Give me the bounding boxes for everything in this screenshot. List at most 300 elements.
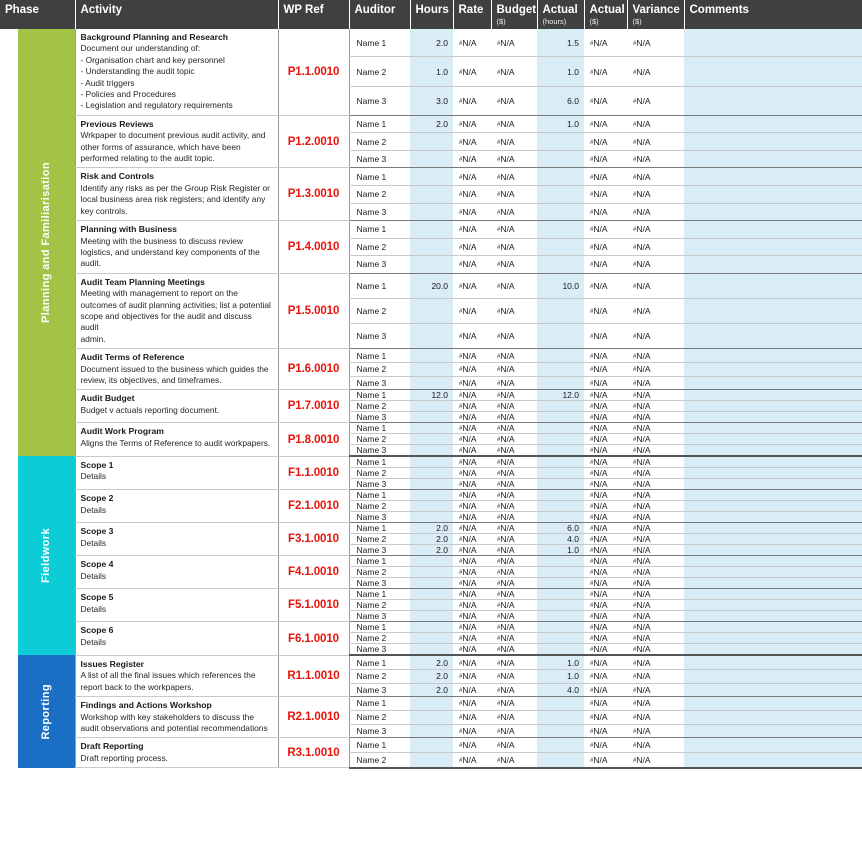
variance-cell[interactable] [627, 501, 684, 512]
actual-dollars-cell[interactable] [584, 655, 627, 669]
actual-dollars-cell[interactable] [584, 468, 627, 479]
variance-cell[interactable] [627, 133, 684, 151]
actual-hours-cell[interactable]: 1.5 [537, 29, 584, 57]
activity-cell[interactable] [75, 273, 278, 348]
hours-cell[interactable] [410, 567, 453, 578]
variance-cell[interactable] [627, 523, 684, 534]
budget-cell[interactable] [491, 644, 537, 656]
comments-cell[interactable] [684, 412, 862, 423]
variance-cell[interactable] [627, 57, 684, 86]
actual-dollars-cell[interactable] [584, 376, 627, 390]
budget-cell[interactable] [491, 412, 537, 423]
hours-cell[interactable] [410, 578, 453, 589]
actual-hours-cell[interactable] [537, 324, 584, 349]
actual-dollars-cell[interactable] [584, 29, 627, 57]
actual-hours-cell[interactable]: 1.0 [537, 655, 584, 669]
auditor-cell[interactable]: Name 2 [349, 600, 410, 611]
actual-dollars-cell[interactable] [584, 186, 627, 204]
actual-hours-cell[interactable] [537, 362, 584, 376]
comments-cell[interactable] [684, 238, 862, 256]
auditor-cell[interactable]: Name 2 [349, 710, 410, 724]
hours-cell[interactable]: 2.0 [410, 29, 453, 57]
auditor-cell[interactable]: Name 1 [349, 655, 410, 669]
variance-cell[interactable] [627, 434, 684, 445]
actual-hours-cell[interactable] [537, 349, 584, 363]
comments-cell[interactable] [684, 644, 862, 656]
activity-cell[interactable] [75, 423, 278, 457]
budget-cell[interactable] [491, 501, 537, 512]
auditor-cell[interactable]: Name 3 [349, 412, 410, 423]
actual-hours-cell[interactable] [537, 479, 584, 490]
variance-cell[interactable] [627, 556, 684, 567]
budget-cell[interactable] [491, 29, 537, 57]
actual-dollars-cell[interactable] [584, 324, 627, 349]
comments-cell[interactable] [684, 683, 862, 697]
actual-dollars-cell[interactable] [584, 600, 627, 611]
variance-cell[interactable] [627, 168, 684, 186]
actual-dollars-cell[interactable] [584, 633, 627, 644]
actual-hours-cell[interactable] [537, 710, 584, 724]
comments-cell[interactable] [684, 523, 862, 534]
comments-cell[interactable] [684, 655, 862, 669]
actual-dollars-cell[interactable] [584, 412, 627, 423]
rate-cell[interactable] [453, 86, 491, 115]
rate-cell[interactable] [453, 376, 491, 390]
comments-cell[interactable] [684, 578, 862, 589]
variance-cell[interactable] [627, 710, 684, 724]
table-row[interactable] [0, 622, 862, 633]
table-row[interactable] [0, 697, 862, 711]
actual-dollars-cell[interactable] [584, 710, 627, 724]
wp-ref-cell[interactable]: F5.1.0010 [278, 589, 349, 622]
actual-dollars-cell[interactable] [584, 752, 627, 767]
auditor-cell[interactable]: Name 3 [349, 445, 410, 457]
auditor-cell[interactable]: Name 2 [349, 670, 410, 684]
budget-cell[interactable] [491, 456, 537, 468]
activity-cell[interactable] [75, 556, 278, 589]
budget-cell[interactable] [491, 697, 537, 711]
rate-cell[interactable] [453, 710, 491, 724]
wp-ref-cell[interactable]: R2.1.0010 [278, 697, 349, 738]
activity-cell[interactable] [75, 738, 278, 768]
budget-cell[interactable] [491, 710, 537, 724]
actual-dollars-cell[interactable] [584, 534, 627, 545]
actual-hours-cell[interactable] [537, 556, 584, 567]
rate-cell[interactable] [453, 238, 491, 256]
hours-cell[interactable] [410, 456, 453, 468]
hours-cell[interactable]: 2.0 [410, 683, 453, 697]
comments-cell[interactable] [684, 724, 862, 738]
wp-ref-cell[interactable]: R3.1.0010 [278, 738, 349, 768]
actual-dollars-cell[interactable] [584, 401, 627, 412]
actual-dollars-cell[interactable] [584, 644, 627, 656]
auditor-cell[interactable]: Name 2 [349, 186, 410, 204]
variance-cell[interactable] [627, 479, 684, 490]
budget-cell[interactable] [491, 523, 537, 534]
auditor-cell[interactable]: Name 1 [349, 168, 410, 186]
actual-hours-cell[interactable] [537, 445, 584, 457]
auditor-cell[interactable]: Name 1 [349, 738, 410, 753]
hours-cell[interactable] [410, 133, 453, 151]
comments-cell[interactable] [684, 168, 862, 186]
actual-dollars-cell[interactable] [584, 523, 627, 534]
column-header-variance[interactable] [627, 0, 684, 29]
rate-cell[interactable] [453, 479, 491, 490]
comments-cell[interactable] [684, 479, 862, 490]
actual-hours-cell[interactable] [537, 600, 584, 611]
budget-cell[interactable] [491, 738, 537, 753]
auditor-cell[interactable]: Name 3 [349, 150, 410, 168]
wp-ref-cell[interactable]: F3.1.0010 [278, 523, 349, 556]
actual-dollars-cell[interactable] [584, 670, 627, 684]
actual-hours-cell[interactable] [537, 752, 584, 767]
wp-ref-cell[interactable]: P1.2.0010 [278, 115, 349, 168]
rate-cell[interactable] [453, 273, 491, 298]
wp-ref-cell[interactable]: P1.1.0010 [278, 29, 349, 115]
table-row[interactable] [0, 221, 862, 239]
auditor-cell[interactable]: Name 2 [349, 752, 410, 767]
comments-cell[interactable] [684, 256, 862, 274]
wp-ref-cell[interactable]: F4.1.0010 [278, 556, 349, 589]
actual-hours-cell[interactable] [537, 697, 584, 711]
variance-cell[interactable] [627, 390, 684, 401]
auditor-cell[interactable]: Name 1 [349, 423, 410, 434]
variance-cell[interactable] [627, 349, 684, 363]
actual-dollars-cell[interactable] [584, 578, 627, 589]
auditor-cell[interactable]: Name 1 [349, 349, 410, 363]
hours-cell[interactable] [410, 186, 453, 204]
hours-cell[interactable] [410, 512, 453, 523]
variance-cell[interactable] [627, 362, 684, 376]
wp-ref-cell[interactable]: P1.6.0010 [278, 349, 349, 390]
comments-cell[interactable] [684, 376, 862, 390]
auditor-cell[interactable]: Name 2 [349, 57, 410, 86]
budget-cell[interactable] [491, 589, 537, 600]
variance-cell[interactable] [627, 445, 684, 457]
phase-cell-fieldwork[interactable] [0, 456, 75, 655]
comments-cell[interactable] [684, 456, 862, 468]
comments-cell[interactable] [684, 324, 862, 349]
wp-ref-cell[interactable]: R1.1.0010 [278, 655, 349, 696]
hours-cell[interactable]: 2.0 [410, 670, 453, 684]
actual-hours-cell[interactable] [537, 150, 584, 168]
table-row[interactable] [0, 523, 862, 534]
budget-cell[interactable] [491, 534, 537, 545]
rate-cell[interactable] [453, 512, 491, 523]
budget-cell[interactable] [491, 168, 537, 186]
actual-hours-cell[interactable]: 6.0 [537, 86, 584, 115]
comments-cell[interactable] [684, 710, 862, 724]
hours-cell[interactable] [410, 479, 453, 490]
rate-cell[interactable] [453, 29, 491, 57]
variance-cell[interactable] [627, 186, 684, 204]
rate-cell[interactable] [453, 445, 491, 457]
rate-cell[interactable] [453, 523, 491, 534]
budget-cell[interactable] [491, 238, 537, 256]
hours-cell[interactable] [410, 434, 453, 445]
hours-cell[interactable]: 2.0 [410, 115, 453, 133]
variance-cell[interactable] [627, 150, 684, 168]
budget-cell[interactable] [491, 479, 537, 490]
activity-cell[interactable] [75, 29, 278, 115]
column-header-auditor[interactable] [349, 0, 410, 29]
wp-ref-cell[interactable]: F2.1.0010 [278, 490, 349, 523]
budget-cell[interactable] [491, 186, 537, 204]
budget-cell[interactable] [491, 512, 537, 523]
budget-cell[interactable] [491, 362, 537, 376]
auditor-cell[interactable]: Name 3 [349, 683, 410, 697]
variance-cell[interactable] [627, 697, 684, 711]
actual-hours-cell[interactable] [537, 376, 584, 390]
auditor-cell[interactable]: Name 3 [349, 86, 410, 115]
activity-cell[interactable] [75, 168, 278, 221]
variance-cell[interactable] [627, 412, 684, 423]
rate-cell[interactable] [453, 298, 491, 323]
actual-dollars-cell[interactable] [584, 115, 627, 133]
comments-cell[interactable] [684, 434, 862, 445]
comments-cell[interactable] [684, 423, 862, 434]
comments-cell[interactable] [684, 203, 862, 221]
hours-cell[interactable] [410, 600, 453, 611]
rate-cell[interactable] [453, 724, 491, 738]
actual-hours-cell[interactable] [537, 203, 584, 221]
variance-cell[interactable] [627, 622, 684, 633]
column-header-hours[interactable] [410, 0, 453, 29]
auditor-cell[interactable]: Name 3 [349, 724, 410, 738]
budget-cell[interactable] [491, 324, 537, 349]
actual-hours-cell[interactable] [537, 622, 584, 633]
hours-cell[interactable] [410, 501, 453, 512]
hours-cell[interactable] [410, 238, 453, 256]
auditor-cell[interactable]: Name 3 [349, 479, 410, 490]
phase-cell-planning-and-familiarisation[interactable] [0, 29, 75, 456]
actual-dollars-cell[interactable] [584, 238, 627, 256]
hours-cell[interactable] [410, 710, 453, 724]
hours-cell[interactable] [410, 324, 453, 349]
actual-hours-cell[interactable] [537, 434, 584, 445]
table-row[interactable] [0, 655, 862, 669]
hours-cell[interactable]: 3.0 [410, 86, 453, 115]
budget-cell[interactable] [491, 203, 537, 221]
rate-cell[interactable] [453, 390, 491, 401]
actual-dollars-cell[interactable] [584, 221, 627, 239]
budget-cell[interactable] [491, 423, 537, 434]
comments-cell[interactable] [684, 622, 862, 633]
budget-cell[interactable] [491, 655, 537, 669]
variance-cell[interactable] [627, 298, 684, 323]
column-header-phase[interactable] [0, 0, 75, 29]
actual-hours-cell[interactable] [537, 567, 584, 578]
actual-dollars-cell[interactable] [584, 203, 627, 221]
hours-cell[interactable] [410, 611, 453, 622]
auditor-cell[interactable]: Name 1 [349, 697, 410, 711]
budget-cell[interactable] [491, 434, 537, 445]
auditor-cell[interactable]: Name 2 [349, 133, 410, 151]
wp-ref-cell[interactable]: P1.3.0010 [278, 168, 349, 221]
actual-dollars-cell[interactable] [584, 168, 627, 186]
budget-cell[interactable] [491, 670, 537, 684]
hours-cell[interactable] [410, 490, 453, 501]
auditor-cell[interactable]: Name 3 [349, 203, 410, 221]
table-row[interactable] [0, 273, 862, 298]
comments-cell[interactable] [684, 600, 862, 611]
actual-hours-cell[interactable]: 1.0 [537, 670, 584, 684]
budget-cell[interactable] [491, 724, 537, 738]
actual-hours-cell[interactable] [537, 238, 584, 256]
comments-cell[interactable] [684, 534, 862, 545]
table-row[interactable] [0, 115, 862, 133]
actual-dollars-cell[interactable] [584, 622, 627, 633]
wp-ref-cell[interactable]: F6.1.0010 [278, 622, 349, 656]
budget-cell[interactable] [491, 298, 537, 323]
auditor-cell[interactable]: Name 3 [349, 578, 410, 589]
hours-cell[interactable] [410, 221, 453, 239]
auditor-cell[interactable]: Name 2 [349, 534, 410, 545]
auditor-cell[interactable]: Name 3 [349, 611, 410, 622]
variance-cell[interactable] [627, 238, 684, 256]
comments-cell[interactable] [684, 512, 862, 523]
variance-cell[interactable] [627, 401, 684, 412]
auditor-cell[interactable]: Name 1 [349, 221, 410, 239]
hours-cell[interactable]: 1.0 [410, 57, 453, 86]
rate-cell[interactable] [453, 738, 491, 753]
rate-cell[interactable] [453, 545, 491, 556]
actual-dollars-cell[interactable] [584, 362, 627, 376]
hours-cell[interactable]: 2.0 [410, 534, 453, 545]
actual-dollars-cell[interactable] [584, 456, 627, 468]
budget-cell[interactable] [491, 600, 537, 611]
actual-dollars-cell[interactable] [584, 697, 627, 711]
table-row[interactable] [0, 738, 862, 753]
wp-ref-cell[interactable]: P1.7.0010 [278, 390, 349, 423]
rate-cell[interactable] [453, 589, 491, 600]
hours-cell[interactable]: 20.0 [410, 273, 453, 298]
comments-cell[interactable] [684, 633, 862, 644]
activity-cell[interactable] [75, 523, 278, 556]
actual-hours-cell[interactable] [537, 512, 584, 523]
variance-cell[interactable] [627, 115, 684, 133]
variance-cell[interactable] [627, 633, 684, 644]
table-row[interactable] [0, 390, 862, 401]
auditor-cell[interactable]: Name 2 [349, 401, 410, 412]
rate-cell[interactable] [453, 697, 491, 711]
actual-dollars-cell[interactable] [584, 298, 627, 323]
rate-cell[interactable] [453, 456, 491, 468]
budget-cell[interactable] [491, 115, 537, 133]
actual-hours-cell[interactable]: 4.0 [537, 683, 584, 697]
column-header-activity[interactable] [75, 0, 278, 29]
comments-cell[interactable] [684, 567, 862, 578]
comments-cell[interactable] [684, 86, 862, 115]
auditor-cell[interactable]: Name 1 [349, 115, 410, 133]
auditor-cell[interactable]: Name 1 [349, 456, 410, 468]
actual-hours-cell[interactable] [537, 633, 584, 644]
actual-dollars-cell[interactable] [584, 490, 627, 501]
variance-cell[interactable] [627, 86, 684, 115]
actual-dollars-cell[interactable] [584, 501, 627, 512]
hours-cell[interactable] [410, 150, 453, 168]
budget-cell[interactable] [491, 545, 537, 556]
comments-cell[interactable] [684, 57, 862, 86]
activity-cell[interactable] [75, 390, 278, 423]
variance-cell[interactable] [627, 273, 684, 298]
actual-hours-cell[interactable] [537, 468, 584, 479]
rate-cell[interactable] [453, 349, 491, 363]
actual-dollars-cell[interactable] [584, 479, 627, 490]
actual-dollars-cell[interactable] [584, 545, 627, 556]
actual-dollars-cell[interactable] [584, 512, 627, 523]
wp-ref-cell[interactable]: F1.1.0010 [278, 456, 349, 490]
phase-cell-reporting[interactable] [0, 655, 75, 767]
auditor-cell[interactable]: Name 1 [349, 390, 410, 401]
hours-cell[interactable] [410, 349, 453, 363]
activity-cell[interactable] [75, 456, 278, 490]
hours-cell[interactable]: 12.0 [410, 390, 453, 401]
comments-cell[interactable] [684, 221, 862, 239]
actual-dollars-cell[interactable] [584, 256, 627, 274]
comments-cell[interactable] [684, 133, 862, 151]
comments-cell[interactable] [684, 401, 862, 412]
rate-cell[interactable] [453, 115, 491, 133]
hours-cell[interactable] [410, 556, 453, 567]
budget-cell[interactable] [491, 567, 537, 578]
hours-cell[interactable] [410, 401, 453, 412]
hours-cell[interactable] [410, 738, 453, 753]
variance-cell[interactable] [627, 724, 684, 738]
rate-cell[interactable] [453, 401, 491, 412]
budget-cell[interactable] [491, 150, 537, 168]
actual-dollars-cell[interactable] [584, 724, 627, 738]
actual-dollars-cell[interactable] [584, 349, 627, 363]
auditor-cell[interactable]: Name 2 [349, 434, 410, 445]
variance-cell[interactable] [627, 534, 684, 545]
actual-dollars-cell[interactable] [584, 567, 627, 578]
variance-cell[interactable] [627, 376, 684, 390]
actual-hours-cell[interactable]: 1.0 [537, 115, 584, 133]
variance-cell[interactable] [627, 752, 684, 767]
hours-cell[interactable]: 2.0 [410, 545, 453, 556]
auditor-cell[interactable]: Name 3 [349, 512, 410, 523]
actual-dollars-cell[interactable] [584, 423, 627, 434]
budget-cell[interactable] [491, 376, 537, 390]
comments-cell[interactable] [684, 186, 862, 204]
budget-cell[interactable] [491, 633, 537, 644]
actual-hours-cell[interactable] [537, 578, 584, 589]
rate-cell[interactable] [453, 57, 491, 86]
actual-dollars-cell[interactable] [584, 589, 627, 600]
table-row[interactable] [0, 490, 862, 501]
activity-cell[interactable] [75, 490, 278, 523]
actual-hours-cell[interactable] [537, 644, 584, 656]
budget-cell[interactable] [491, 556, 537, 567]
auditor-cell[interactable]: Name 1 [349, 273, 410, 298]
rate-cell[interactable] [453, 534, 491, 545]
budget-cell[interactable] [491, 445, 537, 457]
auditor-cell[interactable]: Name 2 [349, 298, 410, 323]
budget-cell[interactable] [491, 86, 537, 115]
hours-cell[interactable] [410, 622, 453, 633]
budget-cell[interactable] [491, 401, 537, 412]
wp-ref-cell[interactable]: P1.8.0010 [278, 423, 349, 457]
column-header-budget[interactable] [491, 0, 537, 29]
rate-cell[interactable] [453, 490, 491, 501]
actual-hours-cell[interactable]: 1.0 [537, 545, 584, 556]
actual-hours-cell[interactable] [537, 298, 584, 323]
actual-hours-cell[interactable] [537, 186, 584, 204]
actual-hours-cell[interactable] [537, 412, 584, 423]
actual-hours-cell[interactable] [537, 589, 584, 600]
hours-cell[interactable] [410, 589, 453, 600]
